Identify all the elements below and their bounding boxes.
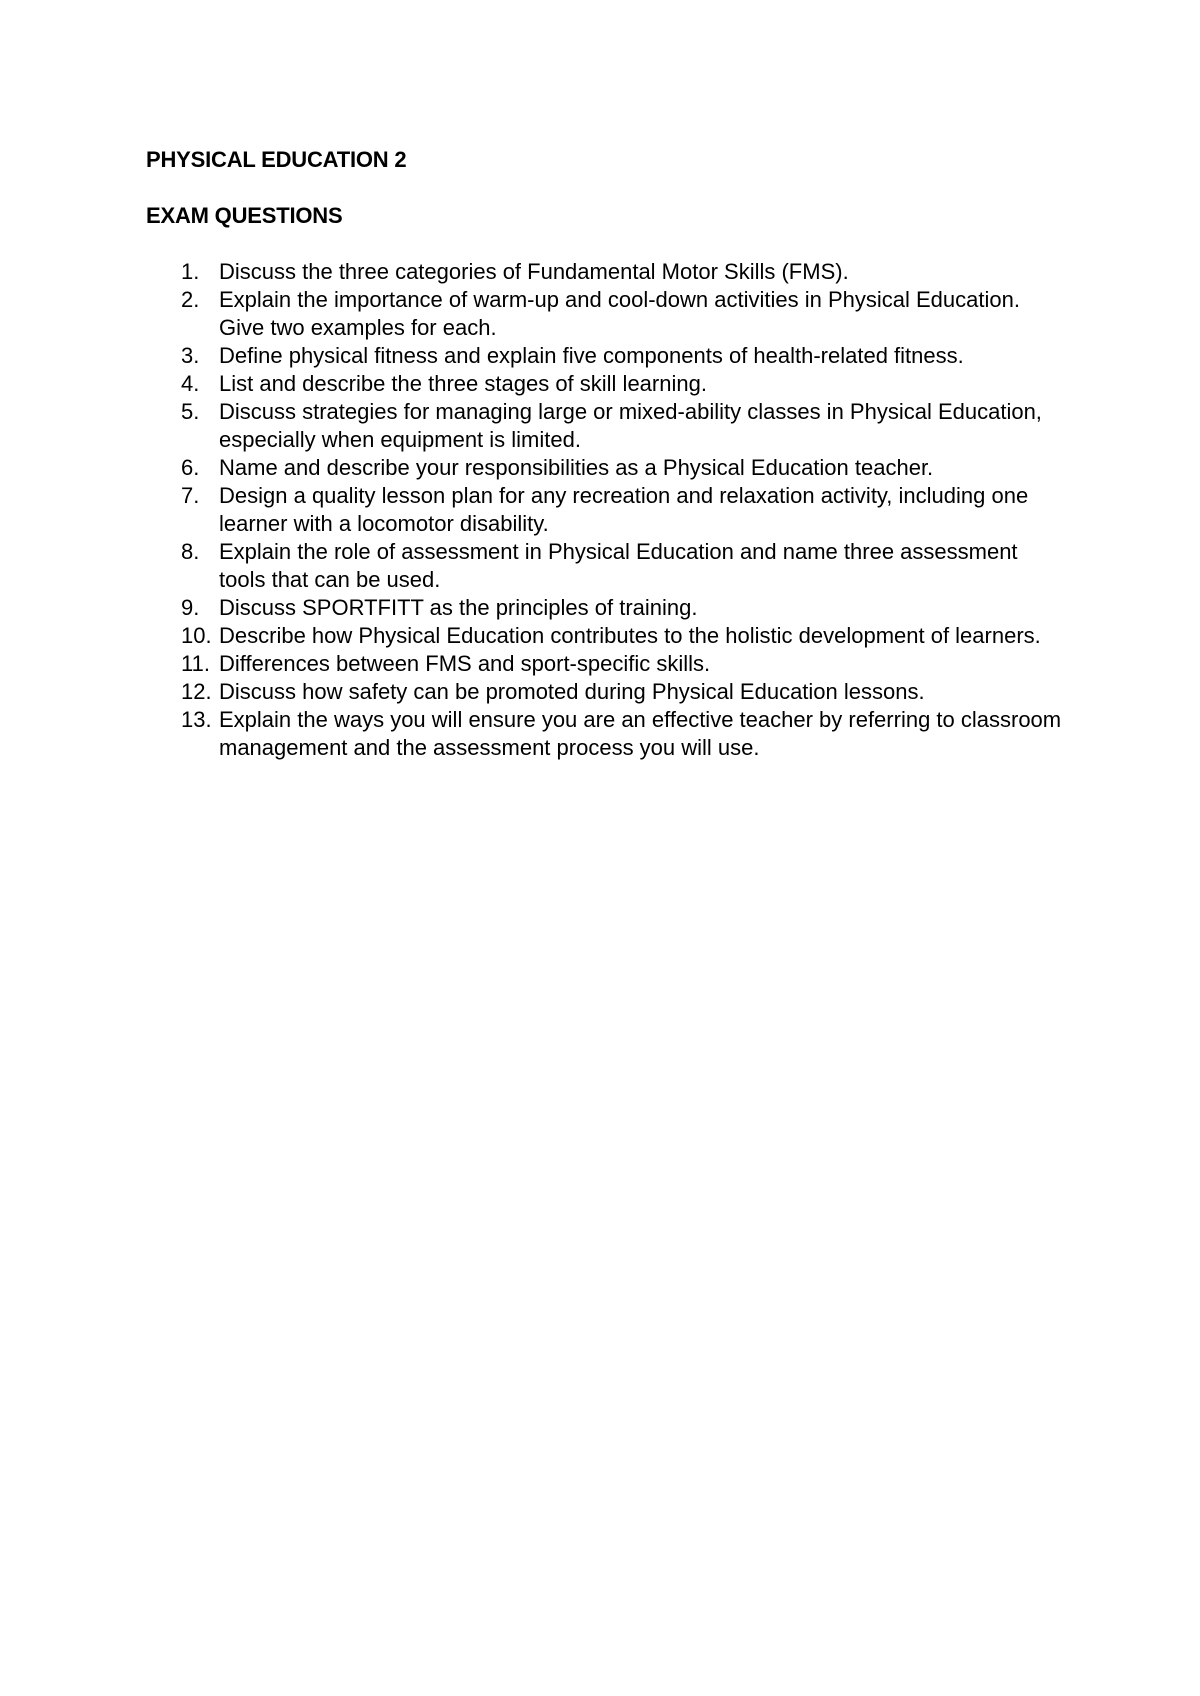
question-text: Describe how Physical Education contributes to the holistic development of learners.: [219, 623, 1041, 648]
question-text: Explain the importance of warm-up and cool-down activities in Physical Education. Give two examples for each.: [219, 287, 1020, 340]
question-number: 6.: [181, 455, 200, 480]
question-number: 3.: [181, 343, 200, 368]
question-text: Explain the role of assessment in Physical Education and name three assessment tools that can be used.: [219, 539, 1018, 592]
list-item: [146, 342, 1066, 370]
question-number: 13.: [181, 707, 212, 732]
list-item: [146, 538, 1066, 594]
list-item: [146, 706, 1066, 762]
question-text: Name and describe your responsibilities as a Physical Education teacher.: [219, 455, 934, 480]
list-item: [146, 482, 1066, 538]
list-item: [146, 454, 1066, 482]
list-item: [146, 650, 1066, 678]
list-item: [146, 258, 1066, 286]
question-number: 8.: [181, 539, 200, 564]
list-item: [146, 678, 1066, 706]
question-number: 4.: [181, 371, 200, 396]
list-item: [146, 622, 1066, 650]
question-number: 11.: [181, 651, 210, 676]
question-number: 5.: [181, 399, 200, 424]
question-number: 12.: [181, 679, 212, 704]
question-text: Discuss SPORTFITT as the principles of training.: [219, 595, 698, 620]
question-text: Differences between FMS and sport-specific skills.: [219, 651, 711, 676]
question-text: Discuss strategies for managing large or mixed-ability classes in Physical Education, especially when equipment is limited.: [219, 399, 1042, 452]
question-text: Discuss the three categories of Fundamental Motor Skills (FMS).: [219, 259, 849, 284]
question-number: 9.: [181, 595, 200, 620]
question-number: 7.: [181, 483, 200, 508]
list-item: [146, 286, 1066, 342]
list-item: [146, 398, 1066, 454]
question-text: Explain the ways you will ensure you are an effective teacher by referring to classroom management and the assessment process you will use.: [219, 707, 1062, 760]
question-text: Discuss how safety can be promoted during Physical Education lessons.: [219, 679, 925, 704]
question-text: Design a quality lesson plan for any recreation and relaxation activity, including one learner with a locomotor disability.: [219, 483, 1029, 536]
document-content: [146, 146, 1066, 762]
question-text: Define physical fitness and explain five components of health-related fitness.: [219, 343, 964, 368]
list-item: [146, 594, 1066, 622]
question-number: 1.: [181, 259, 200, 284]
page-subtitle: EXAM QUESTIONS: [146, 203, 343, 228]
list-item: [146, 370, 1066, 398]
question-list: [146, 258, 1066, 762]
question-text: List and describe the three stages of skill learning.: [219, 371, 707, 396]
page-title: PHYSICAL EDUCATION 2: [146, 147, 407, 172]
question-number: 10.: [181, 623, 212, 648]
question-number: 2.: [181, 287, 200, 312]
